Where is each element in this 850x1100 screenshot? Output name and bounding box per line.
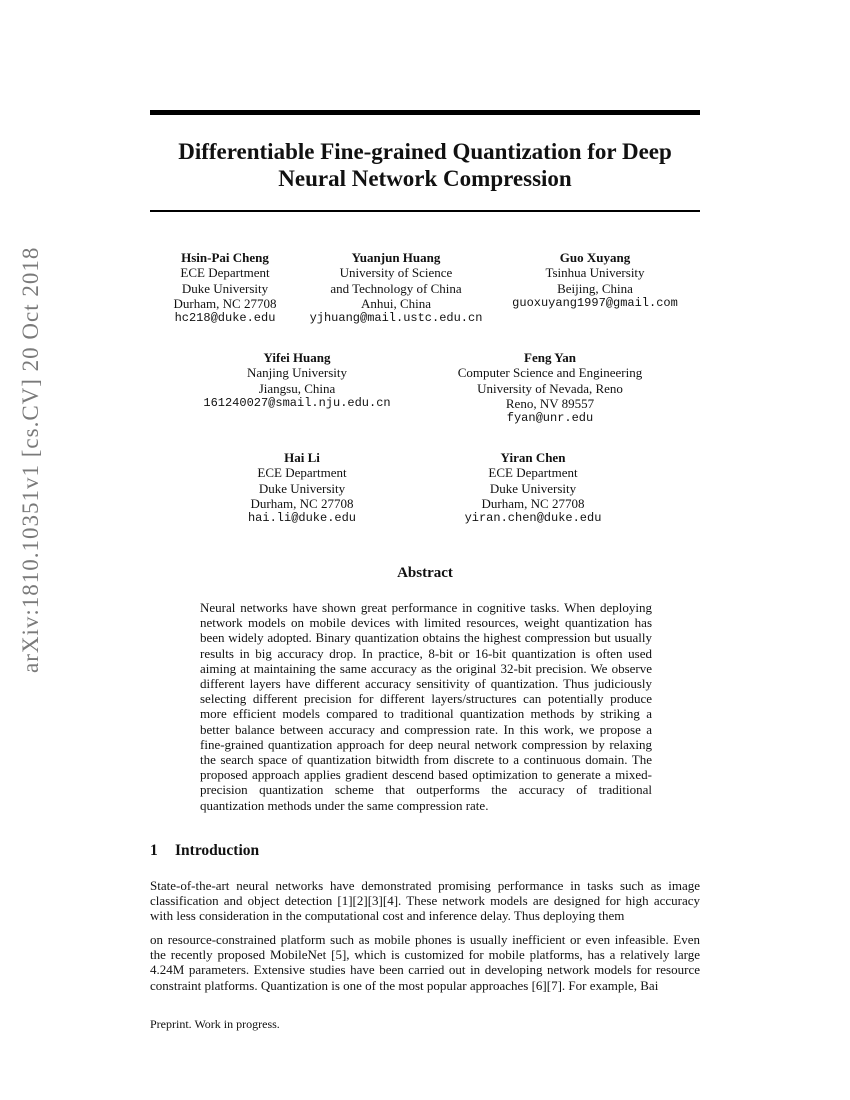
author-affiliation: ECE Department [257, 465, 347, 481]
author-block [227, 450, 377, 526]
author-affiliation: University of Nevada, Reno [477, 380, 623, 396]
author-affiliation: Duke University [489, 480, 577, 496]
arxiv-identifier: arXiv:1810.10351v1 [cs.CV] 20 Oct 2018 [18, 246, 43, 674]
author-email[interactable]: 161240027@smail.nju.edu.cn [203, 395, 391, 410]
author-affiliation: ECE Department [488, 465, 578, 481]
abstract-text: Neural networks have shown great performance in cognitive tasks. When deploying network models on mobile devices with limited resources, weight quantization has been widely adopted. Binary quantization obtains the highest compression but usually results in big accuracy drop. In practice, 8-bit or 16-bit quantization is often used aiming at maintaining the same accuracy as the original 32-bit precision. We observe different layers have different accuracy sensitivity of quantization. Thus judiciously selecting different precision for different layers/structures can potentially produce more efficient models compared to traditional quantization methods by striking a better balance between accuracy and compression rate. In this work, we propose a fine-grained quantization approach for deep neural network compression by relaxing the search space of quantization bitwidth from discrete to a continuous domain. The proposed approach applies gradient descend based optimization to generate a mixed-precision quantization scheme that outperforms the accuracy of traditional quantization methods under the same compression rate. [200, 600, 652, 813]
abstract-heading: Abstract [397, 565, 453, 581]
author-affiliation: Nanjing University [246, 365, 347, 381]
author-name: Guo Xuyang [559, 250, 631, 265]
author-affiliation: Computer Science and Engineering [457, 365, 643, 381]
author-affiliation: ECE Department [180, 265, 270, 281]
paper-title [150, 138, 700, 192]
author-email[interactable]: fyan@unr.edu [506, 411, 594, 426]
author-affiliation: University of Science [339, 265, 453, 281]
author-email[interactable]: hai.li@duke.edu [247, 511, 357, 526]
author-name: Yiran Chen [500, 450, 566, 465]
author-name: Yuanjun Huang [351, 250, 441, 265]
author-block [453, 450, 613, 526]
title-line-2: Neural Network Compression [278, 166, 572, 191]
author-affiliation: Duke University [258, 480, 346, 496]
author-name: Yifei Huang [263, 350, 331, 365]
author-email[interactable]: yjhuang@mail.ustc.edu.cn [309, 311, 483, 326]
author-block [440, 350, 660, 426]
author-affiliation: and Technology of China [330, 280, 462, 296]
author-name: Hai Li [284, 450, 320, 465]
author-email[interactable]: guoxuyang1997@gmail.com [512, 295, 678, 310]
author-affiliation: Tsinhua University [545, 265, 645, 281]
section-heading [150, 842, 259, 860]
title-line-1: Differentiable Fine-grained Quantization for Deep [178, 139, 672, 164]
section-number: 1 [150, 842, 158, 859]
intro-paragraph: on resource-constrained platform such as mobile phones is usually inefficient or even infeasible. Even the recently proposed MobileNet [5], which is customized for mobile platforms, has a relatively large 4.24M parameters. Extensive studies have been carried out in developing network models for resource constraint platforms. Quantization is one of the most popular approaches [6][7]. For example, Bai [150, 932, 700, 993]
section-title: Introduction [175, 842, 260, 859]
title-top-rule [150, 110, 700, 115]
author-name: Feng Yan [524, 350, 576, 365]
author-affiliation: Beijing, China [557, 280, 633, 296]
author-email[interactable]: yiran.chen@duke.edu [464, 511, 602, 526]
author-name: Hsin-Pai Cheng [181, 250, 269, 265]
author-block [296, 250, 496, 326]
intro-paragraph: State-of-the-art neural networks have demonstrated promising performance in tasks such as image classification and object detection [1][2][3][4]. These network models are designed for high accuracy with less consideration in the computational cost and inference delay. Thus deploying them [150, 878, 700, 924]
footer-note: Preprint. Work in progress. [150, 1017, 280, 1031]
author-affiliation: Jiangsu, China [258, 380, 336, 396]
author-affiliation: Durham, NC 27708 [481, 495, 585, 511]
author-email[interactable]: hc218@duke.edu [174, 311, 276, 326]
author-affiliation: Anhui, China [360, 295, 432, 311]
author-affiliation: Reno, NV 89557 [505, 395, 595, 411]
author-affiliation: Duke University [181, 280, 269, 296]
author-block [500, 250, 690, 311]
author-affiliation: Durham, NC 27708 [250, 495, 354, 511]
title-bottom-rule [150, 210, 700, 212]
author-block [197, 350, 397, 411]
author-block [150, 250, 300, 326]
author-affiliation: Durham, NC 27708 [173, 295, 277, 311]
